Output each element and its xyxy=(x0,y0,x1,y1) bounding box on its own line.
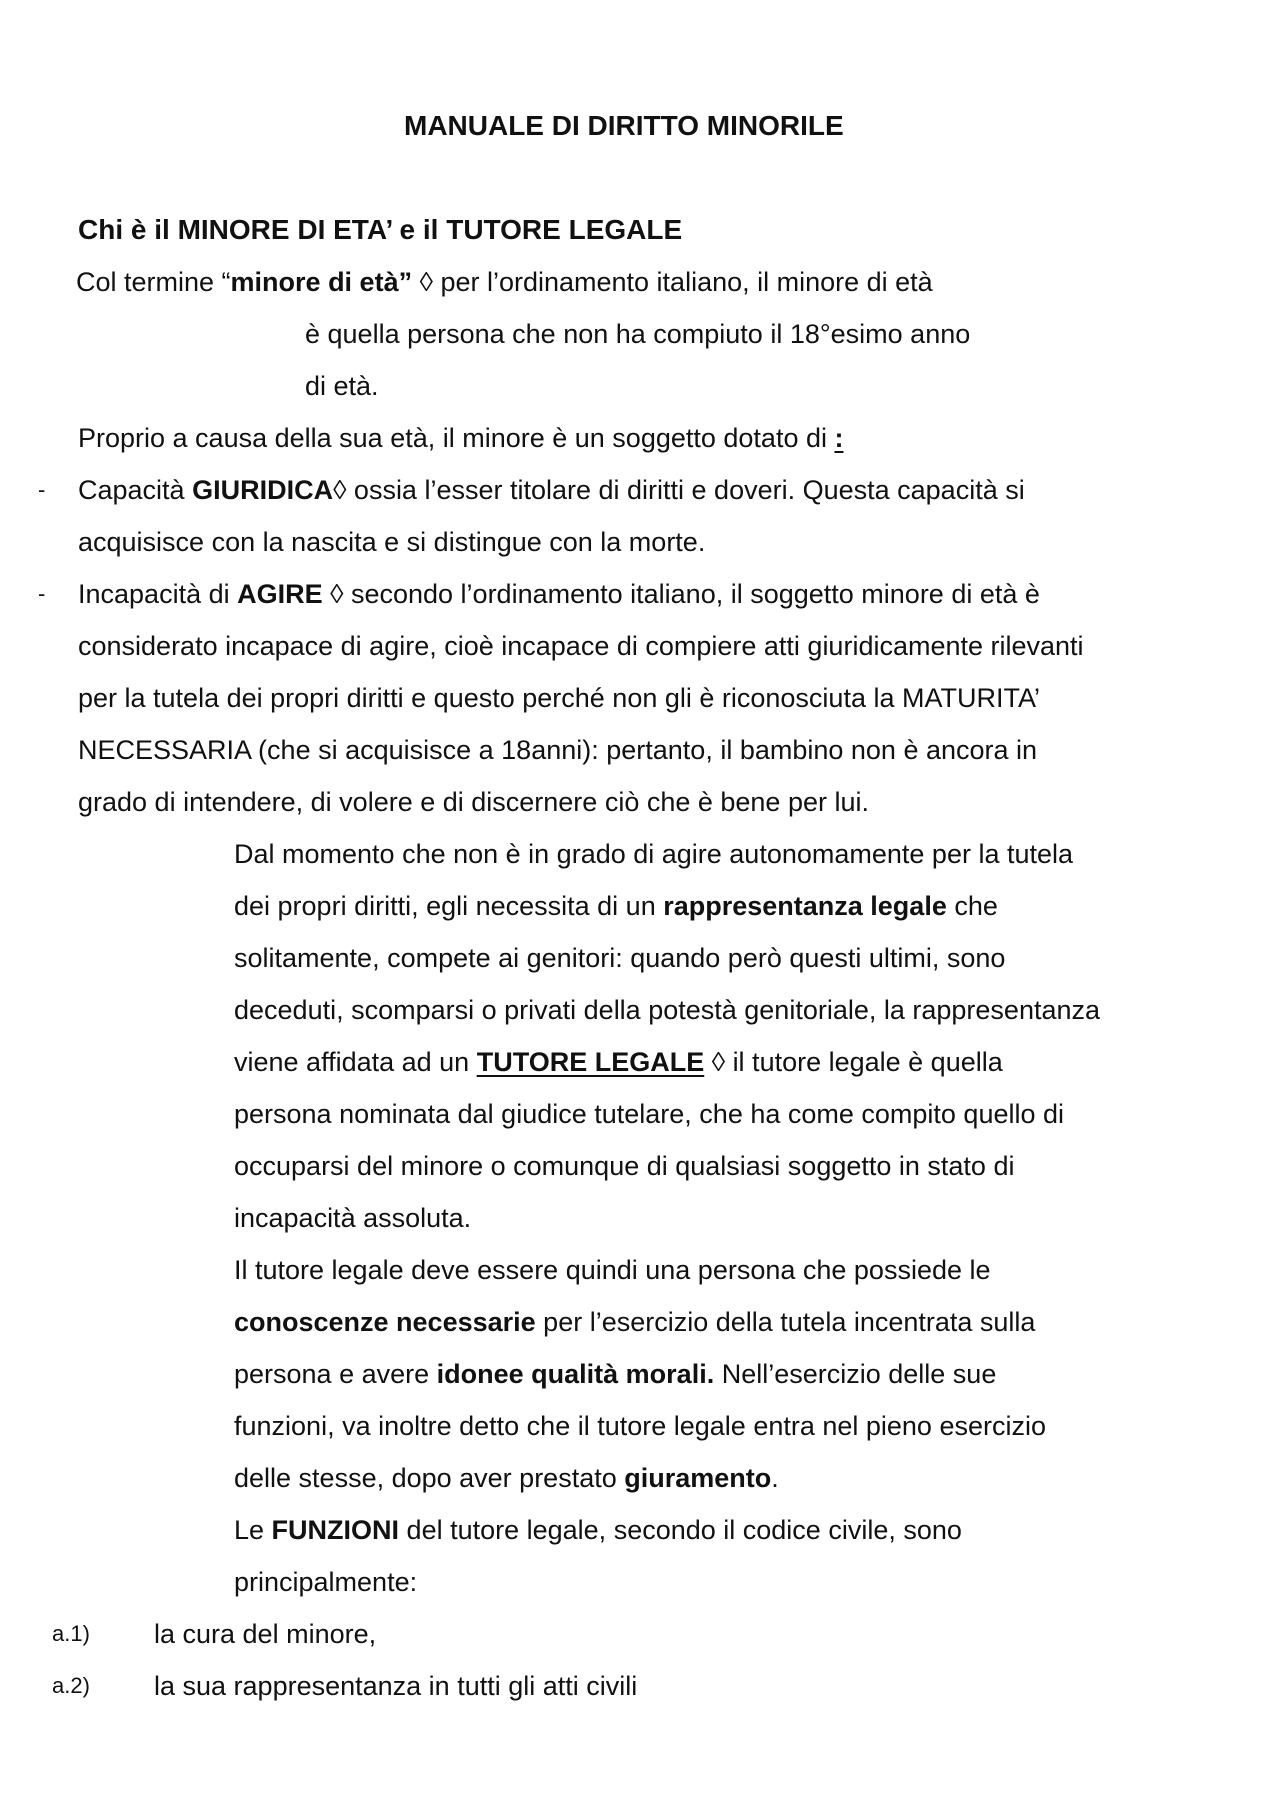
paragraph-1-line: solitamente, compete ai genitori: quando però questi ultimi, sono xyxy=(234,943,1006,973)
paragraph-2-line: conoscenze necessarie per l’esercizio della tutela incentrata sulla xyxy=(234,1307,1036,1337)
paragraph-1-line: deceduti, scomparsi o privati della potestà genitoriale, la rappresentanza xyxy=(234,995,1101,1025)
paragraph-3-line: principalmente: xyxy=(234,1567,418,1597)
section-heading: Chi è il MINORE DI ETA’ e il TUTORE LEGALE xyxy=(78,214,683,245)
definition-term: minore di età” xyxy=(230,267,413,297)
bullet-2-line-4: NECESSARIA (che si acquisisce a 18anni): pertanto, il bambino non è ancora in xyxy=(78,735,1038,765)
definition-line-1: Col termine “minore di età” ◊ per l’ordinamento italiano, il minore di età xyxy=(76,267,933,297)
bullet-1-line-1: Capacità GIURIDICA◊ ossia l’esser titolare di diritti e doveri. Questa capacità si xyxy=(78,475,1025,505)
bullet-2-line-1: Incapacità di AGIRE ◊ secondo l’ordinamento italiano, il soggetto minore di età è xyxy=(78,579,1040,609)
paragraph-2-line: funzioni, va inoltre detto che il tutore legale entra nel pieno esercizio xyxy=(234,1411,1046,1441)
paragraph-1-line: persona nominata dal giudice tutelare, che ha come compito quello di xyxy=(234,1099,1065,1129)
paragraph-2-line: persona e avere idonee qualità morali. Nell’esercizio delle sue xyxy=(234,1359,997,1389)
paragraph-1-line: occuparsi del minore o comunque di qualsiasi soggetto in stato di xyxy=(234,1151,1015,1181)
bullet-2-line-5: grado di intendere, di volere e di discernere ciò che è bene per lui. xyxy=(78,787,869,817)
bullet-2-line-2: considerato incapace di agire, cioè incapace di compiere atti giuridicamente rilevanti xyxy=(78,631,1084,661)
definition-line-3: di età. xyxy=(305,371,379,401)
document-title: MANUALE DI DIRITTO MINORILE xyxy=(404,110,844,141)
paragraph-1-line: viene affidata ad un TUTORE LEGALE ◊ il tutore legale è quella xyxy=(234,1047,1003,1077)
capacities-intro: Proprio a causa della sua età, il minore è un soggetto dotato di : xyxy=(78,423,844,453)
function-item: la sua rappresentanza in tutti gli atti civili xyxy=(154,1671,638,1701)
paragraph-3-line: Le FUNZIONI del tutore legale, secondo il codice civile, sono xyxy=(234,1515,962,1545)
paragraph-1-line: incapacità assoluta. xyxy=(234,1203,472,1233)
bullet-marker: - xyxy=(38,581,46,606)
paragraph-1-line: Dal momento che non è in grado di agire autonomamente per la tutela xyxy=(234,839,1074,869)
bullet-1-line-2: acquisisce con la nascita e si distingue con la morte. xyxy=(78,527,706,557)
definition-line-2: è quella persona che non ha compiuto il 18°esimo anno xyxy=(305,319,971,349)
function-item: la cura del minore, xyxy=(154,1619,377,1649)
bullet-marker: - xyxy=(38,477,46,502)
function-label: a.1) xyxy=(52,1621,90,1646)
paragraph-2-line: delle stesse, dopo aver prestato giuramento. xyxy=(234,1463,779,1493)
paragraph-2-line: Il tutore legale deve essere quindi una persona che possiede le xyxy=(234,1255,991,1285)
tutore-legale-term: TUTORE LEGALE xyxy=(476,1047,705,1077)
paragraph-1-line: dei propri diritti, egli necessita di un rappresentanza legale che xyxy=(234,891,998,921)
function-label: a.2) xyxy=(52,1673,90,1698)
bullet-2-line-3: per la tutela dei propri diritti e questo perché non gli è riconosciuta la MATURITA’ xyxy=(78,683,1040,713)
